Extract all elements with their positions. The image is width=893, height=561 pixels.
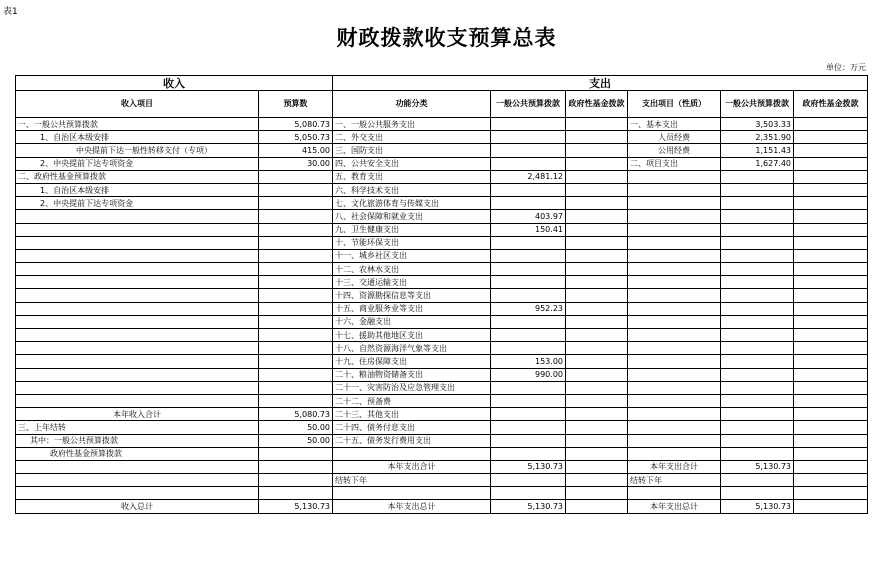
fund-budget-cell — [566, 394, 628, 407]
general-budget-cell — [491, 157, 566, 170]
expense-item-cell — [628, 487, 721, 500]
expense-general-budget-cell — [721, 210, 794, 223]
income-item-cell — [16, 460, 259, 473]
func-class-cell: 六、科学技术支出 — [333, 183, 491, 196]
table-row — [16, 487, 868, 500]
expense-item-cell — [628, 223, 721, 236]
expense-general-budget-cell: 2,351.90 — [721, 131, 794, 144]
func-class-cell: 二十五、债务发行费用支出 — [333, 434, 491, 447]
fund-budget-cell — [566, 315, 628, 328]
expense-general-budget-cell — [721, 355, 794, 368]
fund-budget-cell — [566, 249, 628, 262]
expense-item-cell — [628, 368, 721, 381]
fund-budget-cell — [566, 131, 628, 144]
expense-fund-budget-cell — [794, 421, 868, 434]
income-amount-cell — [259, 460, 333, 473]
table-row — [16, 118, 868, 131]
header-row-main — [16, 76, 868, 91]
expense-fund-budget-cell — [794, 355, 868, 368]
func-class-cell: 七、文化旅游体育与传媒支出 — [333, 197, 491, 210]
func-class-cell: 八、社会保障和就业支出 — [333, 210, 491, 223]
expense-general-budget-cell — [721, 263, 794, 276]
expense-general-budget-cell: 1,627.40 — [721, 157, 794, 170]
expense-fund-budget-cell — [794, 394, 868, 407]
income-item-cell — [16, 474, 259, 487]
fund-budget-cell — [566, 447, 628, 460]
fund-budget-cell — [566, 421, 628, 434]
expense-fund-budget-cell — [794, 474, 868, 487]
expense-item-cell — [628, 421, 721, 434]
table-row — [16, 302, 868, 315]
general-budget-cell — [491, 263, 566, 276]
fund-budget-cell — [566, 183, 628, 196]
expense-item-cell — [628, 263, 721, 276]
income-amount-cell — [259, 355, 333, 368]
table-row — [16, 421, 868, 434]
expense-item-cell — [628, 210, 721, 223]
expense-general-budget-cell: 3,503.33 — [721, 118, 794, 131]
func-class-cell: 二十四、债务付息支出 — [333, 421, 491, 434]
unit-label: 单位：万元 — [826, 63, 866, 72]
fund-budget-cell — [566, 408, 628, 421]
expense-general-budget-cell — [721, 289, 794, 302]
fund-budget-cell — [566, 434, 628, 447]
func-class-cell: 十九、住房保障支出 — [333, 355, 491, 368]
income-amount-cell — [259, 394, 333, 407]
income-item-cell: 1、自治区本级安排 — [16, 131, 259, 144]
expense-general-budget-cell — [721, 381, 794, 394]
expense-item-cell — [628, 329, 721, 342]
income-header: 收入 — [16, 76, 333, 91]
expense-fund-budget-cell — [794, 302, 868, 315]
general-budget-cell — [491, 474, 566, 487]
expense-general-budget-cell — [721, 447, 794, 460]
income-item-cell — [16, 487, 259, 500]
general-budget-cell — [491, 183, 566, 196]
expense-fund-budget-cell — [794, 368, 868, 381]
income-item-cell — [16, 355, 259, 368]
expense-item-cell — [628, 394, 721, 407]
table-row — [16, 236, 868, 249]
expense-general-budget-cell — [721, 408, 794, 421]
income-amount-cell: 5,080.73 — [259, 118, 333, 131]
expense-fund-budget-cell — [794, 197, 868, 210]
expense-item-cell — [628, 276, 721, 289]
expense-item-cell: 本年支出合计 — [628, 460, 721, 473]
income-amount-cell — [259, 170, 333, 183]
expense-item-cell — [628, 342, 721, 355]
general-budget-cell — [491, 329, 566, 342]
expense-fund-budget-cell — [794, 276, 868, 289]
table-row — [16, 447, 868, 460]
income-amount-cell — [259, 223, 333, 236]
income-amount-cell — [259, 342, 333, 355]
expense-general-budget-cell — [721, 183, 794, 196]
func-class-cell — [333, 487, 491, 500]
table-row — [16, 500, 868, 513]
general-budget-cell: 5,130.73 — [491, 500, 566, 513]
general-budget-cell — [491, 394, 566, 407]
income-amount-cell — [259, 263, 333, 276]
expense-general-budget-cell — [721, 329, 794, 342]
income-item-cell — [16, 289, 259, 302]
col-income-item: 收入项目 — [16, 91, 259, 118]
income-amount-cell: 50.00 — [259, 421, 333, 434]
expense-general-budget-cell — [721, 394, 794, 407]
expense-general-budget-cell — [721, 421, 794, 434]
func-class-cell: 十四、资源勘探信息等支出 — [333, 289, 491, 302]
general-budget-cell — [491, 144, 566, 157]
expense-fund-budget-cell — [794, 329, 868, 342]
income-item-cell — [16, 276, 259, 289]
fund-budget-cell — [566, 144, 628, 157]
func-class-cell: 二十、粮油物资储备支出 — [333, 368, 491, 381]
func-class-cell: 二十一、灾害防治及应急管理支出 — [333, 381, 491, 394]
fund-budget-cell — [566, 487, 628, 500]
fund-budget-cell — [566, 289, 628, 302]
general-budget-cell — [491, 447, 566, 460]
expense-item-cell: 公用经费 — [628, 144, 721, 157]
expense-item-cell — [628, 183, 721, 196]
expense-fund-budget-cell — [794, 144, 868, 157]
income-amount-cell — [259, 474, 333, 487]
income-amount-cell: 415.00 — [259, 144, 333, 157]
func-class-cell: 十八、自然资源海洋气象等支出 — [333, 342, 491, 355]
expense-fund-budget-cell — [794, 408, 868, 421]
general-budget-cell — [491, 197, 566, 210]
general-budget-cell: 150.41 — [491, 223, 566, 236]
func-class-cell: 本年支出合计 — [333, 460, 491, 473]
expense-fund-budget-cell — [794, 210, 868, 223]
income-amount-cell — [259, 302, 333, 315]
page-title: 财政拨款收支预算总表 — [336, 25, 557, 50]
expense-fund-budget-cell — [794, 500, 868, 513]
expense-general-budget-cell: 5,130.73 — [721, 460, 794, 473]
expense-general-budget-cell — [721, 197, 794, 210]
expense-item-cell: 结转下年 — [628, 474, 721, 487]
fund-budget-cell — [566, 342, 628, 355]
table-row — [16, 394, 868, 407]
table-row — [16, 249, 868, 262]
income-item-cell — [16, 236, 259, 249]
expense-general-budget-cell — [721, 276, 794, 289]
expense-fund-budget-cell — [794, 223, 868, 236]
expense-general-budget-cell — [721, 368, 794, 381]
expense-fund-budget-cell — [794, 263, 868, 276]
expense-general-budget-cell — [721, 249, 794, 262]
expense-general-budget-cell — [721, 474, 794, 487]
table-row — [16, 131, 868, 144]
col-fund-budget: 政府性基金拨款 — [566, 91, 628, 118]
expense-item-cell — [628, 249, 721, 262]
expense-item-cell — [628, 197, 721, 210]
general-budget-cell: 5,130.73 — [491, 460, 566, 473]
expense-fund-budget-cell — [794, 381, 868, 394]
income-amount-cell: 5,080.73 — [259, 408, 333, 421]
income-item-cell — [16, 249, 259, 262]
income-amount-cell — [259, 289, 333, 302]
income-amount-cell — [259, 249, 333, 262]
func-class-cell: 五、教育支出 — [333, 170, 491, 183]
func-class-cell: 本年支出总计 — [333, 500, 491, 513]
expense-item-cell — [628, 381, 721, 394]
fund-budget-cell — [566, 223, 628, 236]
expense-item-cell — [628, 302, 721, 315]
general-budget-cell — [491, 342, 566, 355]
income-amount-cell — [259, 210, 333, 223]
func-class-cell: 四、公共安全支出 — [333, 157, 491, 170]
income-item-cell: 本年收入合计 — [16, 408, 259, 421]
table-row — [16, 276, 868, 289]
header-row-sub — [16, 91, 868, 118]
income-amount-cell — [259, 236, 333, 249]
general-budget-cell — [491, 434, 566, 447]
income-item-cell — [16, 342, 259, 355]
fund-budget-cell — [566, 118, 628, 131]
table-row — [16, 210, 868, 223]
table-row — [16, 223, 868, 236]
table-row — [16, 329, 868, 342]
income-item-cell: 三、上年结转 — [16, 421, 259, 434]
table-row — [16, 144, 868, 157]
income-amount-cell — [259, 368, 333, 381]
expense-item-cell: 本年支出总计 — [628, 500, 721, 513]
expense-item-cell: 人员经费 — [628, 131, 721, 144]
general-budget-cell — [491, 276, 566, 289]
fund-budget-cell — [566, 276, 628, 289]
expense-fund-budget-cell — [794, 118, 868, 131]
income-amount-cell — [259, 381, 333, 394]
general-budget-cell — [491, 118, 566, 131]
expense-fund-budget-cell — [794, 183, 868, 196]
general-budget-cell: 990.00 — [491, 368, 566, 381]
income-amount-cell — [259, 447, 333, 460]
col-fund-budget-2: 政府性基金拨款 — [794, 91, 868, 118]
expense-general-budget-cell: 5,130.73 — [721, 500, 794, 513]
income-item-cell: 政府性基金预算拨款 — [16, 447, 259, 460]
income-item-cell — [16, 210, 259, 223]
income-amount-cell — [259, 487, 333, 500]
fund-budget-cell — [566, 381, 628, 394]
general-budget-cell — [491, 249, 566, 262]
func-class-cell: 一、一般公共服务支出 — [333, 118, 491, 131]
general-budget-cell — [491, 236, 566, 249]
expense-fund-budget-cell — [794, 249, 868, 262]
expense-general-budget-cell — [721, 434, 794, 447]
income-item-cell — [16, 302, 259, 315]
fund-budget-cell — [566, 263, 628, 276]
func-class-cell: 结转下年 — [333, 474, 491, 487]
expense-general-budget-cell — [721, 223, 794, 236]
expense-general-budget-cell — [721, 302, 794, 315]
expense-item-cell — [628, 315, 721, 328]
general-budget-cell: 2,481.12 — [491, 170, 566, 183]
table-row — [16, 434, 868, 447]
expense-item-cell — [628, 408, 721, 421]
income-item-cell: 中央提前下达一般性转移支付（专项） — [16, 144, 259, 157]
expense-fund-budget-cell — [794, 447, 868, 460]
general-budget-cell: 403.97 — [491, 210, 566, 223]
expense-fund-budget-cell — [794, 342, 868, 355]
expense-fund-budget-cell — [794, 236, 868, 249]
income-item-cell — [16, 368, 259, 381]
expense-header: 支出 — [333, 76, 868, 91]
func-class-cell: 十七、援助其他地区支出 — [333, 329, 491, 342]
table-row — [16, 157, 868, 170]
func-class-cell: 十一、城乡社区支出 — [333, 249, 491, 262]
expense-item-cell — [628, 447, 721, 460]
general-budget-cell: 153.00 — [491, 355, 566, 368]
expense-fund-budget-cell — [794, 131, 868, 144]
table-row — [16, 474, 868, 487]
income-amount-cell — [259, 197, 333, 210]
general-budget-cell — [491, 131, 566, 144]
func-class-cell: 十三、交通运输支出 — [333, 276, 491, 289]
expense-item-cell — [628, 289, 721, 302]
table-row — [16, 263, 868, 276]
expense-fund-budget-cell — [794, 170, 868, 183]
fund-budget-cell — [566, 197, 628, 210]
fund-budget-cell — [566, 329, 628, 342]
col-budget-amount: 预算数 — [259, 91, 333, 118]
expense-general-budget-cell — [721, 170, 794, 183]
income-item-cell: 收入总计 — [16, 500, 259, 513]
expense-general-budget-cell — [721, 315, 794, 328]
income-item-cell — [16, 394, 259, 407]
expense-item-cell — [628, 236, 721, 249]
general-budget-cell — [491, 315, 566, 328]
income-amount-cell — [259, 183, 333, 196]
fund-budget-cell — [566, 355, 628, 368]
income-item-cell — [16, 315, 259, 328]
fund-budget-cell — [566, 157, 628, 170]
expense-general-budget-cell: 1,151.43 — [721, 144, 794, 157]
general-budget-cell — [491, 289, 566, 302]
income-item-cell — [16, 329, 259, 342]
income-amount-cell: 50.00 — [259, 434, 333, 447]
budget-table — [15, 75, 868, 514]
func-class-cell: 三、国防支出 — [333, 144, 491, 157]
income-item-cell: 2、中央提前下达专项资金 — [16, 197, 259, 210]
expense-general-budget-cell — [721, 236, 794, 249]
income-amount-cell — [259, 276, 333, 289]
table-row — [16, 170, 868, 183]
table-row — [16, 197, 868, 210]
income-item-cell — [16, 223, 259, 236]
col-func-class: 功能分类 — [333, 91, 491, 118]
expense-item-cell — [628, 355, 721, 368]
fund-budget-cell — [566, 500, 628, 513]
income-item-cell: 2、中央提前下达专项资金 — [16, 157, 259, 170]
expense-general-budget-cell — [721, 487, 794, 500]
expense-general-budget-cell — [721, 342, 794, 355]
income-item-cell — [16, 263, 259, 276]
func-class-cell — [333, 447, 491, 460]
income-amount-cell: 5,050.73 — [259, 131, 333, 144]
income-item-cell: 二、政府性基金预算拨款 — [16, 170, 259, 183]
expense-fund-budget-cell — [794, 434, 868, 447]
income-item-cell: 1、自治区本级安排 — [16, 183, 259, 196]
general-budget-cell — [491, 381, 566, 394]
func-class-cell: 十二、农林水支出 — [333, 263, 491, 276]
income-item-cell: 一、一般公共预算拨款 — [16, 118, 259, 131]
table-row — [16, 355, 868, 368]
general-budget-cell — [491, 421, 566, 434]
general-budget-cell — [491, 408, 566, 421]
func-class-cell: 十、节能环保支出 — [333, 236, 491, 249]
func-class-cell: 九、卫生健康支出 — [333, 223, 491, 236]
func-class-cell: 二十三、其他支出 — [333, 408, 491, 421]
table-row — [16, 289, 868, 302]
fund-budget-cell — [566, 236, 628, 249]
expense-fund-budget-cell — [794, 157, 868, 170]
expense-fund-budget-cell — [794, 460, 868, 473]
income-item-cell: 其中：一般公共预算拨款 — [16, 434, 259, 447]
table-row — [16, 183, 868, 196]
func-class-cell: 二十二、预备费 — [333, 394, 491, 407]
expense-item-cell — [628, 434, 721, 447]
col-general-budget: 一般公共预算拨款 — [491, 91, 566, 118]
table-row — [16, 315, 868, 328]
fund-budget-cell — [566, 210, 628, 223]
table-row — [16, 408, 868, 421]
func-class-cell: 十五、商业服务业等支出 — [333, 302, 491, 315]
table-row — [16, 460, 868, 473]
col-expense-item: 支出项目（性质） — [628, 91, 721, 118]
expense-fund-budget-cell — [794, 487, 868, 500]
table-row — [16, 381, 868, 394]
fund-budget-cell — [566, 302, 628, 315]
expense-item-cell: 二、项目支出 — [628, 157, 721, 170]
fund-budget-cell — [566, 368, 628, 381]
income-amount-cell: 5,130.73 — [259, 500, 333, 513]
general-budget-cell — [491, 487, 566, 500]
income-item-cell — [16, 381, 259, 394]
expense-fund-budget-cell — [794, 315, 868, 328]
fund-budget-cell — [566, 170, 628, 183]
expense-item-cell — [628, 170, 721, 183]
table-row — [16, 368, 868, 381]
income-amount-cell — [259, 315, 333, 328]
income-amount-cell — [259, 329, 333, 342]
table-row — [16, 342, 868, 355]
col-general-budget-2: 一般公共预算拨款 — [721, 91, 794, 118]
func-class-cell: 十六、金融支出 — [333, 315, 491, 328]
fund-budget-cell — [566, 460, 628, 473]
income-amount-cell: 30.00 — [259, 157, 333, 170]
expense-fund-budget-cell — [794, 289, 868, 302]
general-budget-cell: 952.23 — [491, 302, 566, 315]
func-class-cell: 二、外交支出 — [333, 131, 491, 144]
table-tag: 表1 — [3, 7, 18, 17]
fund-budget-cell — [566, 474, 628, 487]
expense-item-cell: 一、基本支出 — [628, 118, 721, 131]
